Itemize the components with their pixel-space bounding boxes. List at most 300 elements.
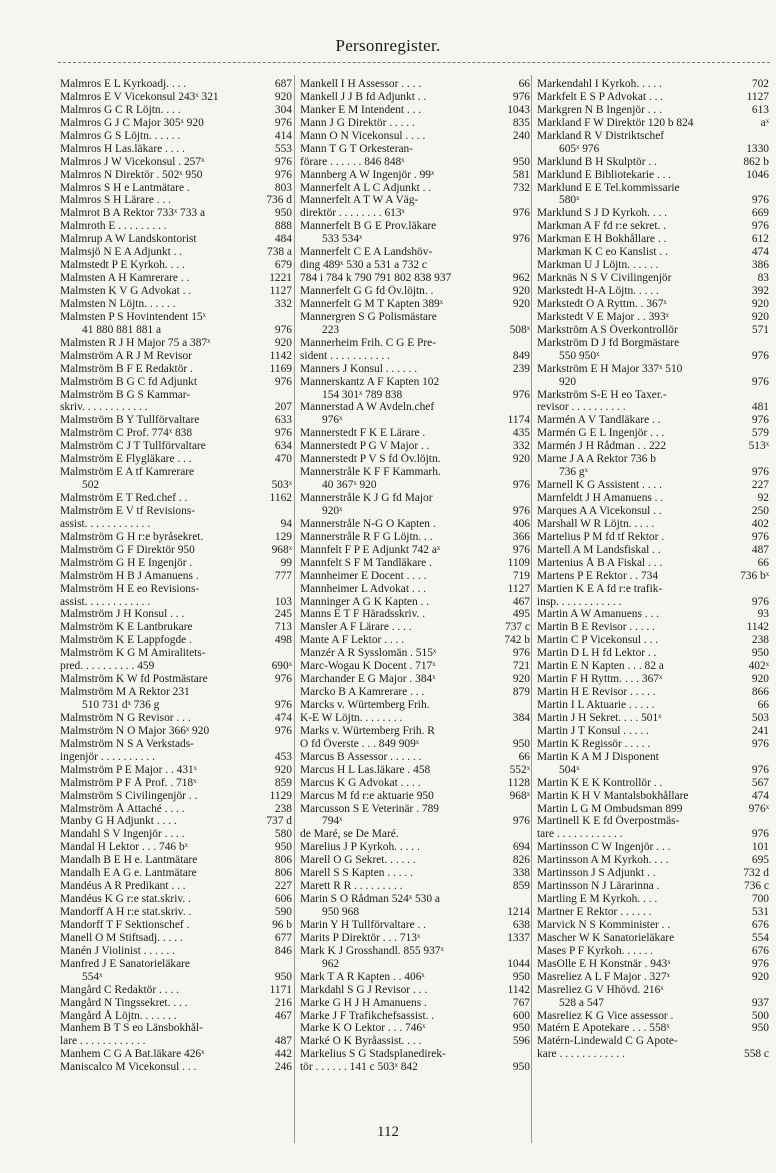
register-entry <box>60 78 292 91</box>
entry-text: Marcus K G Advokat . . . . <box>300 776 421 789</box>
register-entry <box>537 337 769 350</box>
register-entry <box>60 363 292 376</box>
register-entry <box>537 919 769 932</box>
register-entry <box>537 401 769 414</box>
register-entry <box>537 751 769 764</box>
entry-page-ref: 93 <box>757 608 769 621</box>
entry-text: Martenius Å B A Fiskal . . . <box>537 556 663 569</box>
entry-text: MasOlle E H Konstnär . 943ˣ <box>537 957 671 970</box>
entry-page-ref: 238 <box>274 802 292 815</box>
register-entry <box>537 608 769 621</box>
entry-text: Markstedt O A Ryttm. . 367ˣ <box>537 297 667 310</box>
register-entry <box>537 440 769 453</box>
entry-page-ref: 1044 <box>507 957 530 970</box>
register-entry <box>537 712 769 725</box>
entry-page-ref: 920 <box>512 285 530 297</box>
entry-text: lare . . . . . . . . . . . . <box>60 1035 146 1048</box>
entry-text: Martin C P Vicekonsul . . . <box>537 634 659 647</box>
entry-page-ref: 484 <box>274 233 292 246</box>
register-entry <box>300 712 530 725</box>
register-entry <box>537 143 769 156</box>
entry-page-ref: 503ˣ <box>271 479 292 492</box>
register-entry <box>60 117 292 130</box>
entry-text: ingenjör . . . . . . . . . . <box>60 750 155 763</box>
entry-page-ref: 503 <box>751 711 769 724</box>
entry-text: Martin E N Kapten . . . 82 a <box>537 660 664 673</box>
entry-text: Malmström H B J Amanuens . <box>60 569 199 582</box>
entry-text: Malmroth E . . . . . . . . . <box>60 220 167 233</box>
register-entry <box>60 492 292 505</box>
entry-text: Malmsten A H Kamrerare . . <box>60 272 190 285</box>
entry-text: Marcus M fd r:e aktuarie 950 <box>300 789 434 802</box>
entry-page-ref: 613 <box>751 103 769 116</box>
entry-page-ref: 638 <box>512 918 530 931</box>
entry-text: Mann T G T Orkesteran- <box>300 142 414 155</box>
entry-page-ref: 1127 <box>746 90 769 103</box>
entry-text: Markendahl I Kyrkoh. . . . . <box>537 78 662 90</box>
entry-page-ref: 579 <box>751 427 769 440</box>
entry-page-ref: 500 <box>751 1009 769 1022</box>
entry-text: Malmström B Y Tullförvaltare <box>60 414 200 427</box>
register-entry <box>300 997 530 1010</box>
entry-page-ref: 474 <box>274 711 292 724</box>
register-entry <box>60 815 292 828</box>
entry-text: Markelius S G Stadsplanedirek- <box>300 1048 446 1061</box>
register-entry <box>537 945 769 958</box>
register-entry <box>537 311 769 324</box>
entry-page-ref: 66 <box>757 699 769 711</box>
entry-page-ref: 968ˣ <box>509 789 530 802</box>
entry-page-ref: 737 c <box>505 621 530 634</box>
entry-page-ref: 859 <box>512 880 530 893</box>
entry-page-ref: 1127 <box>269 285 292 297</box>
register-entry <box>300 207 530 220</box>
register-entry <box>300 1022 530 1035</box>
register-entry <box>300 660 530 673</box>
register-entry <box>60 91 292 104</box>
entry-page-ref: 690ˣ <box>271 660 292 673</box>
register-entry <box>300 725 530 738</box>
register-entry <box>300 699 530 712</box>
entry-text: Martinsson N J Lärarinna . <box>537 880 660 893</box>
register-entry <box>300 958 530 971</box>
entry-text: 533 534ˣ <box>322 233 363 246</box>
register-entry <box>537 1035 769 1048</box>
register-entry <box>300 1010 530 1023</box>
entry-text: Marin S O Rådman 524ˣ 530 a <box>300 893 440 906</box>
register-entry <box>60 699 292 712</box>
entry-page-ref: 702 <box>751 78 769 90</box>
entry-text: Marques A A Vicekonsul . . <box>537 504 662 517</box>
register-entry <box>60 389 292 402</box>
entry-page-ref: 719 <box>512 569 530 582</box>
column-divider <box>531 75 532 1143</box>
register-entry <box>537 233 769 246</box>
register-entry <box>537 725 769 738</box>
entry-text: Mannerfelt C E A Landshöv- <box>300 246 433 259</box>
entry-text: Martin K E K Kontrollör . . <box>537 776 663 789</box>
entry-text: Malmrup A W Landskontorist <box>60 233 197 246</box>
register-entry <box>537 1022 769 1035</box>
register-entry <box>537 570 769 583</box>
entry-page-ref: 669 <box>751 207 769 220</box>
entry-page-ref: 414 <box>274 129 292 142</box>
register-entry <box>300 479 530 492</box>
entry-text: Marell O G Sekret. . . . . . <box>300 854 416 867</box>
entry-text: Mannerfelt A T W A Väg- <box>300 194 419 207</box>
page-number: 112 <box>377 1124 399 1140</box>
register-entry <box>60 376 292 389</box>
entry-text: förare . . . . . . 846 848ˣ <box>300 155 405 168</box>
entry-page-ref: 920 <box>274 763 292 776</box>
register-entry <box>300 414 530 427</box>
entry-text: K-E W Löjtn. . . . . . . . <box>300 711 403 724</box>
entry-text: tör . . . . . . 141 c 503ˣ 842 <box>300 1061 418 1074</box>
entry-page-ref: 470 <box>274 453 292 466</box>
entry-page-ref: 402 <box>751 517 769 530</box>
entry-text: Martelius P M fd tf Rektor . <box>537 530 665 543</box>
register-entry <box>60 712 292 725</box>
entry-page-ref: 879 <box>512 686 530 699</box>
register-entry <box>60 1061 292 1074</box>
register-entry <box>300 350 530 363</box>
entry-text: 40 367ˣ 920 <box>322 479 377 492</box>
entry-text: insp. . . . . . . . . . . . <box>537 595 622 608</box>
register-entry <box>537 686 769 699</box>
entry-text: Martinsson A M Kyrkoh. . . . <box>537 854 669 867</box>
entry-text: Marke K O Lektor . . . 746ˣ <box>300 1022 426 1035</box>
register-entry <box>60 324 292 337</box>
entry-text: Masreliez G V Hhövd. 216ˣ <box>537 983 664 996</box>
entry-text: Mandéus A R Predikant . . . <box>60 880 186 893</box>
register-entry <box>300 401 530 414</box>
register-entry <box>60 725 292 738</box>
entry-text: Malmström G H r:e byråsekret. <box>60 530 204 543</box>
entry-page-ref: 1330 <box>746 142 769 155</box>
entry-page-ref: 1214 <box>507 906 530 918</box>
entry-page-ref: 1174 <box>507 414 530 427</box>
entry-text: Mark K J Grosshandl. 855 937ˣ <box>300 944 444 957</box>
register-entry <box>300 91 530 104</box>
entry-text: Malmsten N Löjtn. . . . . . <box>60 297 176 310</box>
entry-page-ref: 976 <box>274 323 292 336</box>
entry-text: Marmén G E L Ingenjör . . . <box>537 427 665 440</box>
entry-page-ref: 467 <box>274 1009 292 1022</box>
entry-text: Malmström B G C fd Adjunkt <box>60 375 198 388</box>
entry-text: Martin I L Aktuarie . . . . . <box>537 699 655 711</box>
entry-text: Malmros J W Vicekonsul . 257ˣ <box>60 155 205 168</box>
entry-page-ref: 976 <box>512 815 530 828</box>
entry-text: Marklund B H Skulptör . . <box>537 155 657 168</box>
entry-page-ref: 976 <box>274 724 292 737</box>
entry-text: Markstedt H-A Löjtn. . . . . <box>537 285 659 297</box>
entry-page-ref: 1043 <box>507 103 530 116</box>
register-entry <box>300 337 530 350</box>
entry-page-ref: 976 <box>274 155 292 168</box>
register-entry <box>300 647 530 660</box>
register-entry <box>537 324 769 337</box>
register-entry <box>300 259 530 272</box>
entry-text: Malmström S Civilingenjör . . <box>60 789 198 802</box>
entry-text: Marits P Direktör . . . 713ˣ <box>300 931 421 944</box>
entry-text: Marnell K G Assistent . . . . <box>537 479 662 492</box>
entry-text: Malmrot B A Rektor 733ˣ 733 a <box>60 207 206 220</box>
register-entry <box>300 246 530 259</box>
entry-text: Martin L G M Ombudsman 899 <box>537 802 683 815</box>
entry-page-ref: 976 <box>512 647 530 660</box>
register-entry <box>300 906 530 919</box>
entry-text: Markström D J fd Borgmästare <box>537 336 680 349</box>
entry-page-ref: 767 <box>512 996 530 1009</box>
entry-page-ref: 590 <box>274 906 292 918</box>
entry-page-ref: 976 <box>751 414 769 427</box>
entry-page-ref: 937 <box>751 996 769 1009</box>
register-entry <box>300 427 530 440</box>
register-entry <box>60 570 292 583</box>
register-entry <box>537 363 769 376</box>
entry-text: 41 880 881 881 a <box>82 323 162 336</box>
entry-text: O fd Överste . . . 849 909ˣ <box>300 737 420 750</box>
entry-text: Malmström K G M Amiralitets- <box>60 647 206 660</box>
entry-text: Mascher W K Sanatorieläkare <box>537 931 675 944</box>
register-entry <box>300 1061 530 1074</box>
entry-page-ref: 101 <box>751 841 769 854</box>
entry-text: Mangård C Redaktör . . . . <box>60 983 179 996</box>
register-entry <box>537 854 769 867</box>
entry-page-ref: 304 <box>274 103 292 116</box>
entry-page-ref: 580 <box>274 828 292 841</box>
entry-text: Martin F H Ryttm. . . . 367ˣ <box>537 673 663 686</box>
entry-text: Marelius J P Kyrkoh. . . . . <box>300 841 420 854</box>
register-entry <box>60 143 292 156</box>
entry-text: Malmros G C R Löjtn. . . . <box>60 103 181 116</box>
entry-page-ref: 1169 <box>269 362 292 375</box>
register-entry <box>60 634 292 647</box>
entry-text: Mante A F Lektor . . . . <box>300 634 405 647</box>
entry-page-ref: 950 <box>512 737 530 750</box>
entry-text: 502 <box>82 479 100 492</box>
register-entry <box>60 660 292 673</box>
register-entry <box>300 1048 530 1061</box>
register-entry <box>300 220 530 233</box>
entry-page-ref: 92 <box>757 492 769 504</box>
entry-page-ref: 976 <box>512 233 530 246</box>
entry-page-ref: 581 <box>512 168 530 181</box>
entry-text: Marchander E G Major . 384ˣ <box>300 673 436 686</box>
register-entry <box>300 453 530 466</box>
entry-page-ref: 1129 <box>269 789 292 802</box>
entry-page-ref: 567 <box>751 776 769 789</box>
register-entry <box>300 828 530 841</box>
register-entry <box>537 117 769 130</box>
entry-page-ref: 976 <box>751 349 769 362</box>
entry-text: Matérn-Lindewald C G Apote- <box>537 1035 678 1048</box>
entry-page-ref: 238 <box>751 634 769 647</box>
register-entry <box>300 673 530 686</box>
entry-page-ref: 552ˣ <box>509 763 530 776</box>
register-entry <box>300 815 530 828</box>
entry-page-ref: 976 <box>274 673 292 686</box>
entry-page-ref: 633 <box>274 414 292 427</box>
entry-text: revisor . . . . . . . . . . <box>537 401 626 414</box>
entry-page-ref: 487 <box>274 1035 292 1048</box>
register-entry <box>537 492 769 505</box>
entry-page-ref: 976 <box>512 207 530 220</box>
entry-text: Mannerheim Frih. C G E Pre- <box>300 336 437 349</box>
entry-text: Malmström E A tf Kamrerare <box>60 466 195 479</box>
entry-text: Malmström E Flygläkare . . . <box>60 453 192 466</box>
entry-page-ref: 920 <box>274 336 292 349</box>
entry-text: sident . . . . . . . . . . . <box>300 349 390 362</box>
entry-page-ref: 1127 <box>507 582 530 595</box>
entry-page-ref: 976 <box>274 116 292 129</box>
register-entry <box>60 867 292 880</box>
entry-text: Mandéus K G r:e stat.skriv. . <box>60 893 191 906</box>
register-entry <box>537 505 769 518</box>
register-entry <box>300 104 530 117</box>
entry-text: Mandal H Lektor . . . 746 bˣ <box>60 841 188 854</box>
entry-text: Malmström C J T Tullförvaltare <box>60 440 206 453</box>
entry-text: Marklund E E Tel.kommissarie <box>537 181 680 194</box>
entry-text: Mannerstedt P G V Major . . <box>300 440 430 453</box>
entry-page-ref: 66 <box>518 750 530 763</box>
register-entry <box>60 583 292 596</box>
entry-text: Manén J Violinist . . . . . . <box>60 944 175 957</box>
entry-text: tare . . . . . . . . . . . . <box>537 828 623 841</box>
register-entry <box>60 505 292 518</box>
register-entry <box>60 479 292 492</box>
register-entry <box>537 285 769 298</box>
entry-page-ref: 835 <box>512 116 530 129</box>
entry-text: Matérn E Apotekare . . . 558ˣ <box>537 1022 670 1035</box>
entry-text: Marcusson S E Veterinär . 789 <box>300 802 439 815</box>
register-entry <box>300 583 530 596</box>
entry-page-ref: 103 <box>274 595 292 608</box>
entry-page-ref: 99 <box>280 556 292 569</box>
register-entry <box>537 841 769 854</box>
entry-text: Mankell J J B fd Adjunkt . . <box>300 90 427 103</box>
entry-text: Marklund S J D Kyrkoh. . . . <box>537 207 668 220</box>
register-entry <box>300 945 530 958</box>
register-entry <box>537 479 769 492</box>
entry-page-ref: 920 <box>512 297 530 310</box>
register-entry <box>300 156 530 169</box>
entry-text: assist. . . . . . . . . . . . <box>60 595 151 608</box>
entry-text: 504ˣ <box>559 763 580 776</box>
entry-text: de Maré, se De Maré. <box>300 828 399 841</box>
entry-page-ref: 694 <box>512 841 530 854</box>
entry-page-ref: 737 d <box>266 815 292 828</box>
entry-text: Mandalh E A G e. Lantmätare <box>60 867 197 880</box>
entry-text: Malmström J H Konsul . . . <box>60 608 185 621</box>
register-entry <box>537 414 769 427</box>
entry-page-ref: 950 <box>274 207 292 220</box>
entry-text: Marks v. Würtemberg Frih. R <box>300 724 435 737</box>
entry-text: Mannerfelt B G E Prov.läkare <box>300 220 437 233</box>
entry-page-ref: 920 <box>512 453 530 466</box>
entry-text: Manfred J E Sanatorieläkare <box>60 957 190 970</box>
entry-text: 554ˣ <box>82 970 103 983</box>
entry-page-ref: 245 <box>274 608 292 621</box>
entry-text: Mann O N Vicekonsul . . . . <box>300 129 426 142</box>
register-entry <box>537 660 769 673</box>
register-entry <box>60 997 292 1010</box>
register-entry <box>60 971 292 984</box>
entry-text: 736 gˣ <box>559 466 588 479</box>
entry-page-ref: 386 <box>751 259 769 272</box>
entry-text: Mannerstad A W Avdeln.chef <box>300 401 435 414</box>
entry-page-ref: 976 <box>512 504 530 517</box>
register-entry <box>60 738 292 751</box>
register-entry <box>537 246 769 259</box>
register-entry <box>300 984 530 997</box>
entry-text: Markdahl S G J Revisor . . . <box>300 983 428 996</box>
entry-text: Malmström K W fd Postmästare <box>60 673 208 686</box>
entry-page-ref: 207 <box>274 401 292 414</box>
entry-text: Malmros H Las.läkare . . . . <box>60 142 185 155</box>
register-entry <box>60 1035 292 1048</box>
entry-text: Malmström K E Lantbrukare <box>60 621 193 634</box>
register-entry <box>60 686 292 699</box>
entry-text: Mandorff T F Sektionschef . <box>60 918 190 931</box>
entry-text: direktör . . . . . . . . 613ˣ <box>300 207 405 220</box>
register-entry <box>537 156 769 169</box>
entry-text: Marké O K Byråassist. . . . <box>300 1035 422 1048</box>
entry-text: Markman K C eo Kanslist . . <box>537 246 668 259</box>
entry-page-ref: 976 <box>274 168 292 181</box>
entry-text: Markfelt E S P Advokat . . . <box>537 90 664 103</box>
entry-text: Martin J T Konsul . . . . . <box>537 724 649 737</box>
entry-page-ref: 866 <box>751 686 769 699</box>
entry-text: Markman E H Bokhållare . . <box>537 233 667 246</box>
entry-text: Marcus H L Las.läkare . 458 <box>300 763 431 776</box>
entry-text: Markström E H Major 337ˣ 510 <box>537 362 683 375</box>
entry-page-ref: 976 <box>751 220 769 233</box>
entry-text: Marcks v. Würtemberg Frih. <box>300 699 430 711</box>
entry-page-ref: 962 <box>512 272 530 285</box>
entry-text: Mannerstedt F K E Lärare . <box>300 427 426 440</box>
entry-page-ref: 736 c <box>744 880 769 893</box>
entry-page-ref: 920 <box>751 310 769 323</box>
register-entry <box>300 311 530 324</box>
entry-text: Mannerstedt P V S fd Öv.löjtn. <box>300 453 441 466</box>
register-entry <box>60 854 292 867</box>
register-entry <box>537 389 769 402</box>
entry-page-ref: 736 bˣ <box>740 569 769 582</box>
entry-page-ref: 976 <box>274 427 292 440</box>
entry-page-ref: 96 b <box>272 918 292 931</box>
entry-text: 962 <box>322 957 340 970</box>
entry-text: Marshall W R Löjtn. . . . . <box>537 517 655 530</box>
entry-text: 950 968 <box>322 906 360 918</box>
entry-text: Mannerfelt G G fd Öv.löjtn. . <box>300 285 434 297</box>
entry-text: Martin H E Revisor . . . . . <box>537 686 656 699</box>
entry-page-ref: 950 <box>512 970 530 983</box>
register-entry <box>537 207 769 220</box>
entry-text: Malmros G S Löjtn. . . . . . <box>60 129 181 142</box>
entry-page-ref: 826 <box>512 854 530 867</box>
entry-page-ref: 976 <box>751 466 769 479</box>
register-entry <box>60 647 292 660</box>
register-entry <box>300 841 530 854</box>
entry-text: Marmén A V Tandläkare . . <box>537 414 661 427</box>
register-entry <box>60 544 292 557</box>
entry-text: Malmström Å Attaché . . . . <box>60 802 185 815</box>
register-entry <box>537 453 769 466</box>
entry-page-ref: 806 <box>274 867 292 880</box>
entry-text: Malmsten K V G Advokat . . <box>60 285 192 297</box>
entry-text: Martin D L H fd Lektor . . <box>537 647 657 660</box>
